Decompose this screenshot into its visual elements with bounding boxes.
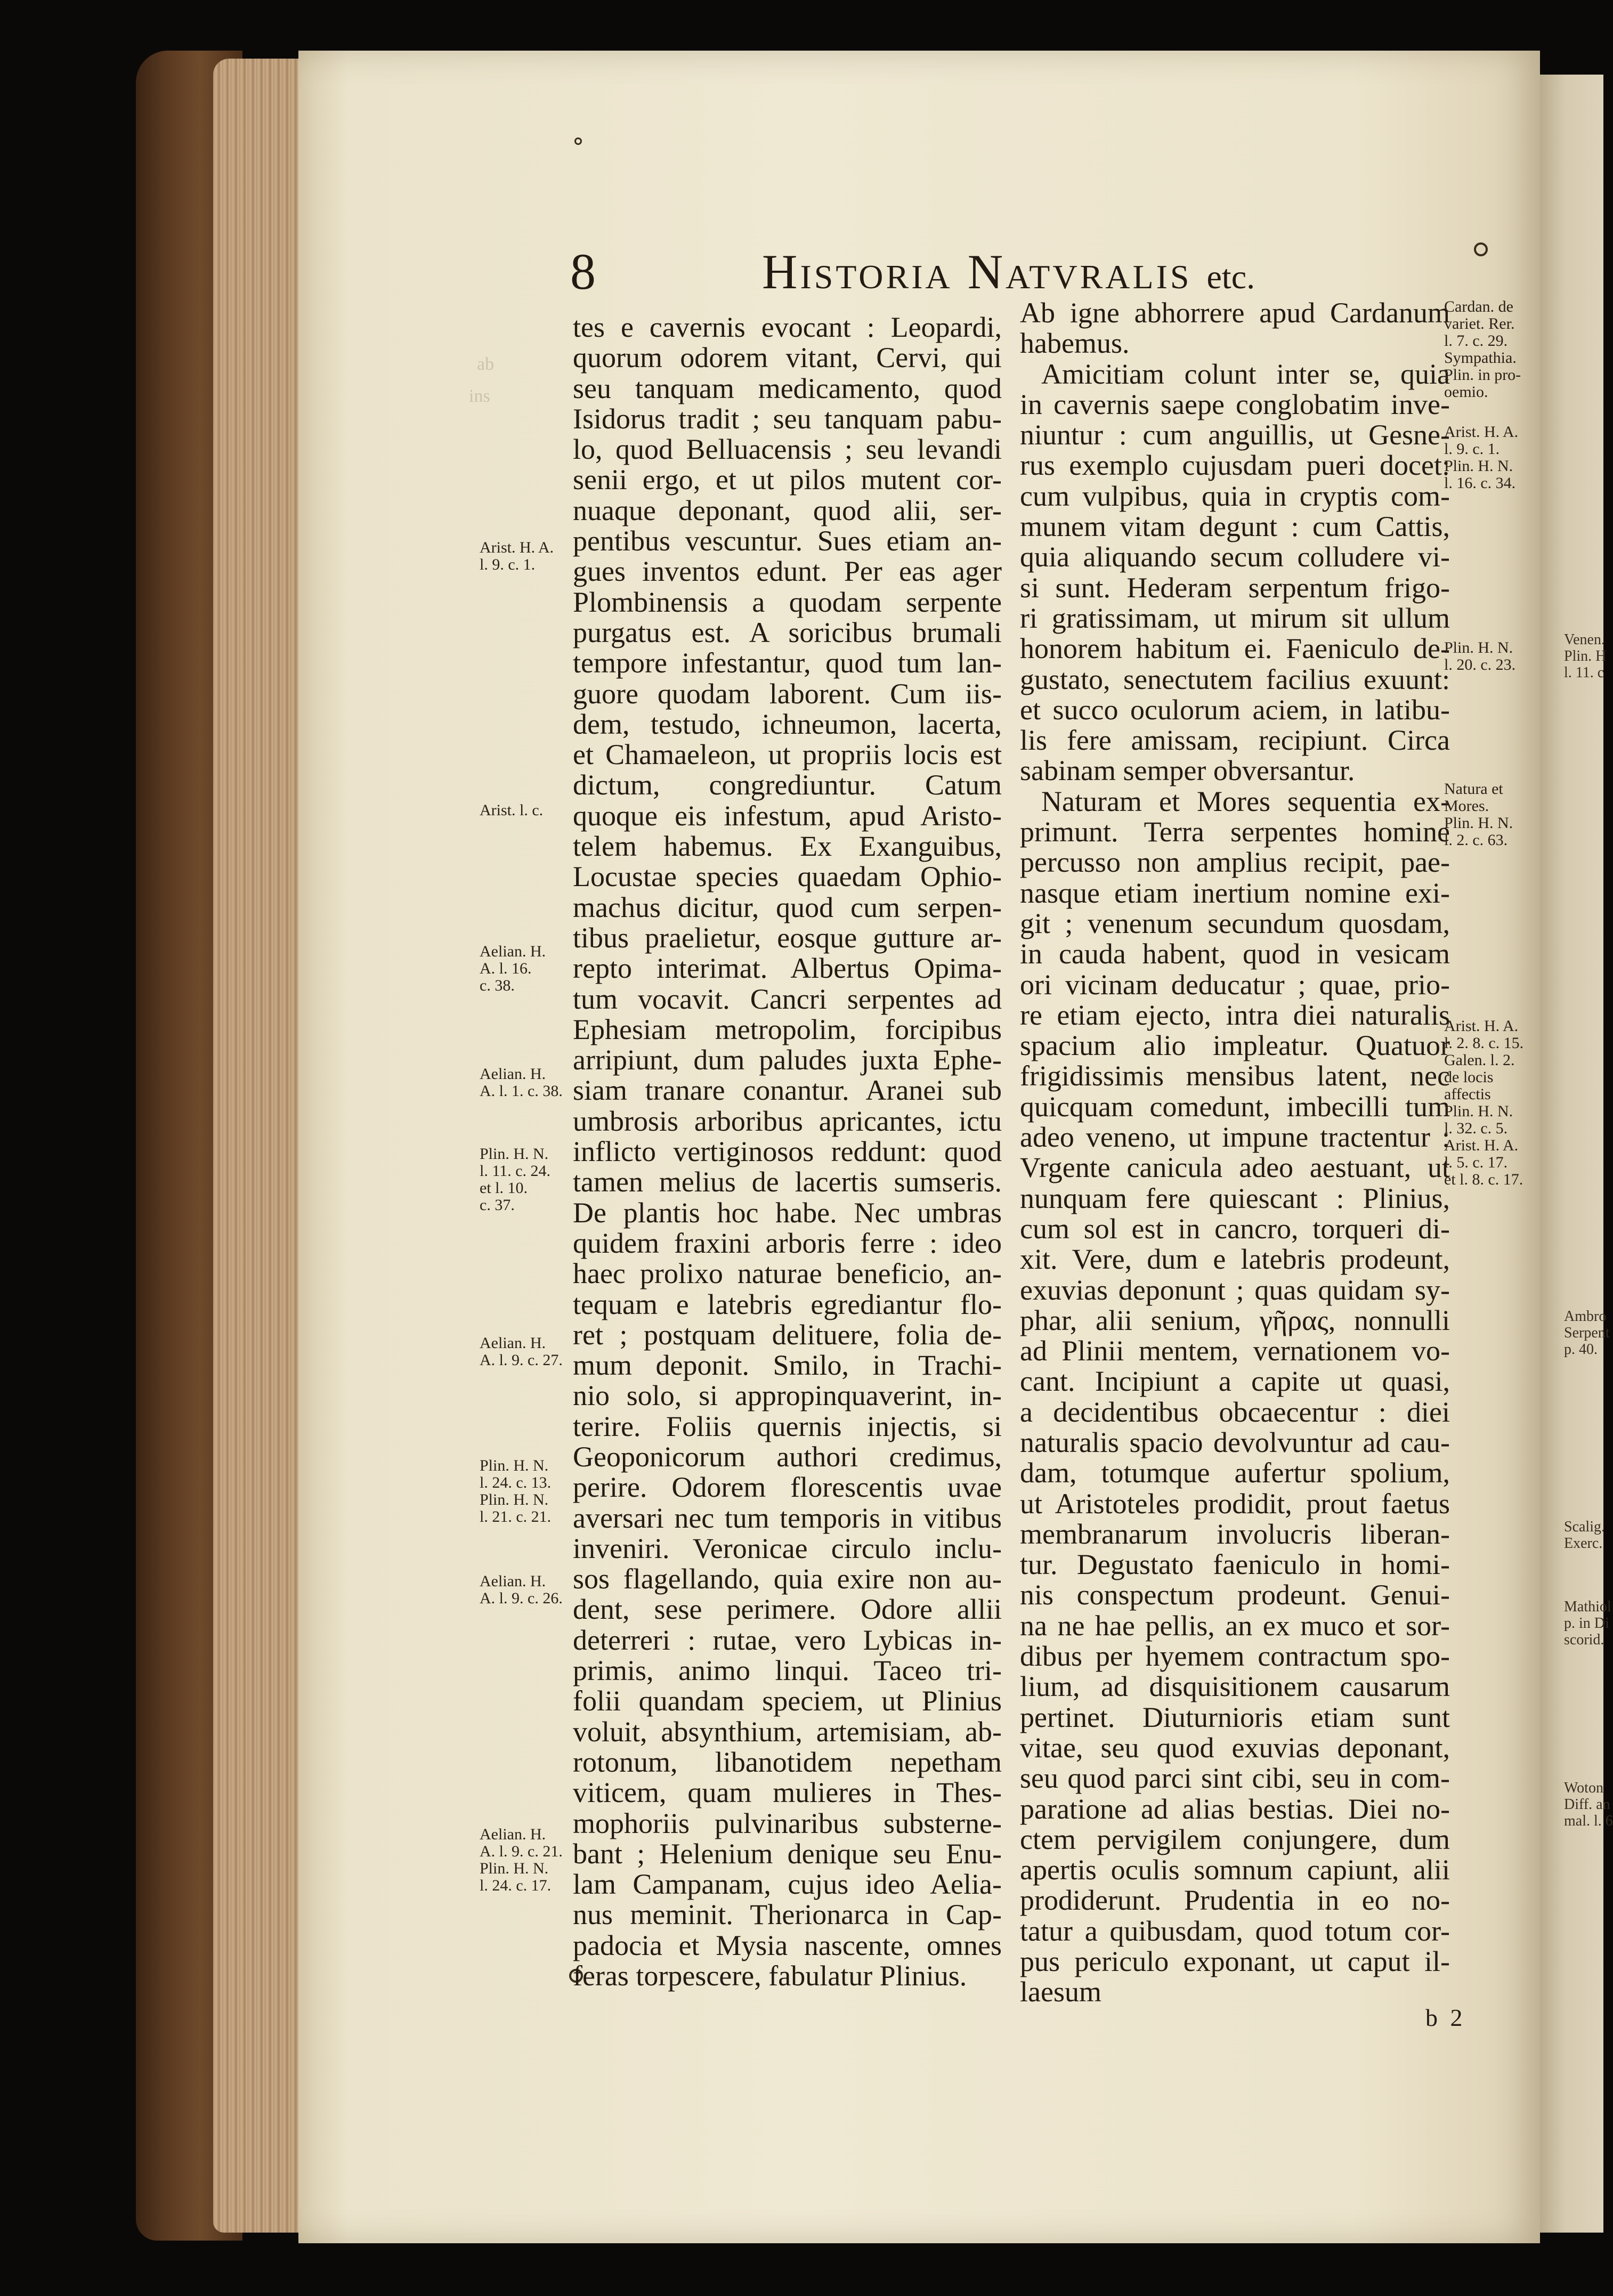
text-line: cum sol est in cancro, torqueri di- — [1020, 1212, 1450, 1245]
margin-note — [480, 539, 554, 573]
text-line: machus dicitur, quod cum serpen- — [573, 891, 1002, 923]
text-line: nasque etiam inertium nomine exi- — [1020, 877, 1450, 909]
text-line: deterreri : rutae, vero Lybicas in- — [573, 1624, 1002, 1656]
margin-note-line: A. l. 1. c. 38. — [480, 1082, 563, 1100]
text-line: ad Plinii mentem, vernationem vo- — [1020, 1335, 1450, 1367]
margin-note-line: variet. Rer. — [1444, 315, 1515, 332]
margin-note — [1444, 298, 1521, 401]
text-line: nuaque deponant, quod alii, ser- — [573, 494, 1002, 526]
margin-note-line: Galen. l. 2. — [1444, 1051, 1515, 1069]
text-line: pus periculo exponant, ut caput il- — [1020, 1945, 1450, 1978]
text-line: lis fere amissam, recipiunt. Circa — [1020, 724, 1450, 757]
text-line: arripiunt, dum paludes juxta Ephe- — [573, 1044, 1002, 1076]
margin-note-line: Aelian. H. — [480, 1065, 546, 1083]
text-line: git ; venenum secundum quosdam, — [1020, 907, 1450, 939]
text-line: frigidissimis mensibus latent, nec — [1020, 1060, 1450, 1092]
text-line: exuvias deponunt ; quas quidam sy- — [1020, 1273, 1450, 1306]
margin-note-line: Plin. in pro- — [1444, 366, 1521, 384]
text-line: quorum odorem vitant, Cervi, qui — [573, 342, 1002, 374]
text-line: et succo oculorum aciem, in latibu- — [1020, 693, 1450, 726]
margin-note-line: l. 11. c. 24. — [480, 1162, 551, 1180]
text-line: lam Campanam, cujus ideo Aelia- — [573, 1868, 1002, 1901]
text-line: tur. Degustato faeniculo in homi- — [1020, 1548, 1450, 1581]
margin-note-line: A. l. 9. c. 21. — [480, 1843, 563, 1860]
facing-page-edge — [1540, 75, 1613, 2233]
ink-dot — [574, 137, 582, 145]
text-line: inveniri. Veronicae circulo inclu- — [573, 1532, 1002, 1564]
margin-note — [480, 1146, 550, 1214]
margin-note — [480, 1457, 551, 1526]
text-line: inflicto vertiginosos reddunt: quod — [573, 1135, 1002, 1168]
margin-note-line: l. 20. c. 23. — [1444, 656, 1516, 674]
text-line: senii ergo, et ut pilos mutent cor- — [573, 464, 1002, 496]
margin-note-line: oemio. — [1444, 383, 1488, 401]
page-number: 8 — [570, 243, 596, 300]
margin-note-line: Ambro — [1564, 1308, 1607, 1325]
margin-note-line: et l. 8. c. 17. — [1444, 1171, 1523, 1188]
margin-note — [1564, 631, 1607, 681]
text-line: prodiderunt. Prudentia in eo no- — [1020, 1884, 1450, 1917]
text-line: si sunt. Hederam serpentum frigo- — [1020, 571, 1450, 604]
text-line: tes e cavernis evocant : Leopardi, — [573, 311, 1002, 343]
text-line: Plombinensis a quodam serpente — [573, 586, 1002, 618]
text-line: guore quodam laborent. Cum iis- — [573, 677, 1002, 710]
margin-note-line: scorid. — [1564, 1632, 1604, 1648]
text-line: apertis oculis somnum capiunt, alii — [1020, 1854, 1450, 1886]
text-line: mum deponit. Smilo, in Trachi- — [573, 1349, 1002, 1382]
margin-note-line: Arist. H. A. — [1444, 423, 1519, 441]
margin-note — [480, 1066, 563, 1100]
margin-note — [480, 943, 546, 994]
margin-note-line: Plin. H. N. — [480, 1145, 549, 1163]
text-line: quidem fraxini arboris ferre : ideo — [573, 1227, 1002, 1259]
text-line: dictum, congrediuntur. Catum — [573, 769, 1002, 801]
text-line: ut Aristoteles prodidit, prout faetus — [1020, 1487, 1450, 1520]
text-line: na ne hae pellis, an ex muco et sor- — [1020, 1609, 1450, 1642]
text-line: Amicitiam colunt inter se, quia — [1041, 358, 1450, 390]
text-line: De plantis hoc habe. Nec umbras — [573, 1196, 1002, 1229]
show-through-text: ab — [477, 354, 495, 374]
margin-note-line: Plin. H. N. — [1444, 457, 1513, 475]
margin-note-line: et l. 10. — [480, 1179, 528, 1197]
margin-note — [1564, 1519, 1603, 1552]
margin-note — [1564, 1308, 1610, 1358]
text-line: perire. Odorem florescentis uvae — [573, 1471, 1002, 1504]
margin-note-line: l. 24. c. 13. — [480, 1474, 552, 1491]
text-line: telem habemus. Ex Exanguibus, — [573, 830, 1002, 863]
text-line: cant. Incipiunt a capite ut quasi, — [1020, 1365, 1450, 1398]
margin-note-line: Plin. H — [1564, 648, 1607, 664]
margin-note — [480, 1573, 563, 1607]
text-line: seu quod parci sint cibi, seu in com- — [1020, 1762, 1450, 1795]
text-line: aversari nec tum temporis in vitibus — [573, 1502, 1002, 1534]
text-line: nio solo, si appropinquaverint, in- — [573, 1380, 1002, 1412]
running-title-text: Historia Natvralis — [762, 245, 1192, 299]
ink-dot — [1474, 242, 1488, 256]
text-line: ori vicinam deducatur ; quae, prio- — [1020, 968, 1450, 1001]
text-line: siam tranare conantur. Aranei sub — [573, 1074, 1002, 1107]
margin-note-line: l. 2. 8. c. 15. — [1444, 1034, 1524, 1052]
text-line: habemus. — [1020, 327, 1130, 360]
text-line: tempore infestantur, quod tum lan- — [573, 647, 1002, 679]
margin-note-line: A. l. 9. c. 27. — [480, 1351, 563, 1369]
margin-note-line: Arist. H. A. — [1444, 1017, 1519, 1035]
text-line: xit. Vere, dum e latebris prodeunt, — [1020, 1243, 1450, 1276]
margin-note-line: Scalig. — [1564, 1519, 1605, 1535]
margin-note-line: Venen. — [1564, 631, 1605, 648]
margin-note-line: l. 16. c. 34. — [1444, 474, 1516, 492]
margin-note-line: l. 7. c. 29. — [1444, 332, 1508, 350]
margin-note-line: Arist. H. A. — [1444, 1137, 1519, 1154]
text-line: Geoponicorum authori credimus, — [573, 1440, 1002, 1473]
text-line: mophoriis pulvinaribus substerne- — [573, 1807, 1002, 1839]
margin-note-line: p. 40. — [1564, 1341, 1598, 1358]
text-line: dem, testudo, ichneumon, lacerta, — [573, 708, 1002, 740]
text-line: ri gratissimam, ut mirum sit ullum — [1020, 602, 1450, 634]
margin-note-line: mal. l. 6 — [1564, 1813, 1613, 1829]
margin-note-line: Arist. H. A. — [480, 539, 554, 556]
text-line: bant ; Helenium denique seu Enu- — [573, 1837, 1002, 1870]
text-line: pertinet. Diuturnioris etiam sunt — [1020, 1701, 1450, 1733]
text-line: membranarum involucris liberan- — [1020, 1518, 1450, 1550]
margin-note-line: l. 21. c. 21. — [480, 1508, 552, 1526]
margin-note-line: Mores. — [1444, 797, 1489, 815]
text-line: tibus praelietur, eosque gutture ar- — [573, 921, 1002, 954]
text-line: nus meminit. Therionarca in Cap- — [573, 1899, 1002, 1931]
text-line: vitae, seu quod exuvias deponant, — [1020, 1731, 1450, 1764]
text-line: umbrosis arboribus apricantes, ictu — [573, 1105, 1002, 1137]
left-text-column — [573, 312, 1002, 1991]
text-line: a decidentibus obcaecentur : diei — [1020, 1396, 1450, 1428]
margin-note-line: A. l. 16. — [480, 960, 532, 977]
text-line: in cavernis saepe conglobatim inve- — [1020, 388, 1450, 420]
margin-note-line: Serpent — [1564, 1325, 1610, 1341]
text-line: voluit, absynthium, artemisiam, ab- — [573, 1715, 1002, 1748]
text-line: honorem habitum ei. Faeniculo de- — [1020, 632, 1450, 665]
margin-note — [1564, 1599, 1611, 1648]
text-line: terire. Foliis quernis injectis, si — [573, 1410, 1002, 1442]
margin-note-line: Mathiol — [1564, 1599, 1611, 1615]
text-line: rus exemplo cujusdam pueri docet: — [1020, 449, 1450, 482]
text-line: folii quandam speciem, ut Plinius — [573, 1685, 1002, 1717]
text-line: dam, totumque aufertur spolium, — [1020, 1457, 1450, 1489]
margin-note-line: Sympathia. — [1444, 349, 1517, 367]
text-line: tatur a quibusdam, quod totum cor- — [1020, 1914, 1450, 1947]
margin-note — [1564, 1780, 1613, 1829]
right-text-column — [1020, 298, 1450, 2008]
text-line: dent, sese perimere. Odore allii — [573, 1593, 1002, 1626]
margin-note — [480, 802, 543, 819]
margin-note-line: l. 9. c. 1. — [1444, 440, 1500, 458]
text-line: lo, quod Belluacensis ; seu levandi — [573, 433, 1002, 466]
text-line: lium, ad disquisitionem causarum — [1020, 1670, 1450, 1703]
text-line: repto interimat. Albertus Opima- — [573, 952, 1002, 985]
text-line: sabinam semper obversantur. — [1020, 754, 1355, 787]
text-line: re etiam ejecto, intra diei naturalis — [1020, 999, 1450, 1031]
margin-note-line: Aelian. H. — [480, 1826, 546, 1843]
text-line: Isidorus tradit ; seu tanquam pabu- — [573, 402, 1002, 435]
text-line: Locustae species quaedam Ophio- — [573, 861, 1002, 893]
margin-note — [1444, 781, 1513, 849]
text-line: quicquam comedunt, imbecilli tum — [1020, 1090, 1450, 1123]
margin-note-line: Plin. H. N. — [480, 1457, 549, 1474]
text-line: pentibus vescuntur. Sues etiam an- — [573, 525, 1002, 557]
text-line: gustato, senectutem facilius exuunt: — [1020, 663, 1450, 695]
text-line: spacium alio impleatur. Quatuor — [1020, 1029, 1450, 1062]
text-line: phar, alii senium, γῆρας, nonnulli — [1020, 1304, 1450, 1336]
margin-note-line: l. 2. c. 63. — [1444, 831, 1508, 849]
margin-note-line: Plin. H. N. — [1444, 1102, 1513, 1120]
margin-note-line: Aelian. H. — [480, 1334, 546, 1352]
text-line: sos flagellando, quia exire non au- — [573, 1563, 1002, 1595]
text-line: naturalis spacio devolvuntur ad cau- — [1020, 1426, 1450, 1458]
margin-note-line: Plin. H. N. — [1444, 639, 1513, 656]
text-line: haec prolixo naturae beneficio, an- — [573, 1257, 1002, 1290]
text-line: quoque eis infestum, apud Aristo- — [573, 799, 1002, 832]
margin-note-line: affectis — [1444, 1085, 1491, 1103]
page-block-edge — [213, 59, 301, 2233]
text-line: munem vitam degunt : cum Cattis, — [1020, 510, 1450, 543]
margin-note-line: l. 32. c. 5. — [1444, 1119, 1508, 1137]
margin-note — [480, 1826, 563, 1894]
text-line: in cauda habent, quod in vesicam — [1020, 938, 1450, 970]
text-line: laesum — [1020, 1976, 1101, 2008]
margin-note-line: Woton — [1564, 1780, 1603, 1796]
text-line: nunquam fere quiescant : Plinius, — [1020, 1182, 1450, 1214]
text-line: tum vocavit. Cancri serpentes ad — [573, 983, 1002, 1015]
margin-note-line: p. in Di — [1564, 1615, 1609, 1632]
signature-mark: b 2 — [1425, 2004, 1466, 2031]
margin-note-line: c. 38. — [480, 977, 515, 994]
margin-note-line: Plin. H. N. — [1444, 814, 1513, 832]
margin-note-line: l. 24. c. 17. — [480, 1877, 552, 1894]
text-line: primis, animo linqui. Taceo tri- — [573, 1654, 1002, 1687]
margin-note — [480, 1335, 563, 1369]
text-line: Vrgente canicula adeo aestuant, ut — [1020, 1151, 1450, 1184]
text-line: quia aliquando secum colludere vi- — [1020, 541, 1450, 573]
text-line: tamen melius de lacertis sumseris. — [573, 1166, 1002, 1198]
text-line: et Chamaeleon, ut propriis locis est — [573, 739, 1002, 771]
text-line: viticem, quam mulieres in Thes- — [573, 1776, 1002, 1809]
margin-note-line: Aelian. H. — [480, 1572, 546, 1590]
margin-note-line: l. 9. c. 1. — [480, 556, 536, 573]
text-line: seu tanquam medicamento, quod — [573, 372, 1002, 404]
margin-note-line: A. l. 9. c. 26. — [480, 1589, 563, 1607]
margin-note-line: c. 37. — [480, 1196, 515, 1214]
text-line: tequam e latebris egrediantur flo- — [573, 1288, 1002, 1320]
margin-note-line: Plin. H. N. — [480, 1491, 549, 1508]
text-line: percusso non amplius recipit, pae- — [1020, 846, 1450, 879]
margin-note-line: Arist. l. c. — [480, 801, 544, 819]
text-line: gues inventos edunt. Per eas ager — [573, 555, 1002, 588]
margin-note-line: Plin. H. N. — [480, 1860, 549, 1877]
margin-note — [1444, 639, 1515, 674]
text-line: ret ; postquam delituere, folia de- — [573, 1318, 1002, 1351]
text-line: padocia et Mysia nascente, omnes — [573, 1929, 1002, 1961]
text-line: primunt. Terra serpentes homine — [1020, 816, 1450, 848]
margin-note — [1444, 424, 1518, 492]
text-line: dibus per hyemem contractum spo- — [1020, 1640, 1450, 1673]
text-line: nis conspectum prodeunt. Genui- — [1020, 1579, 1450, 1611]
text-line: Ephesiam metropolim, forcipibus — [573, 1013, 1002, 1045]
text-line: rotonum, libanotidem nepetham — [573, 1746, 1002, 1778]
margin-note-line: Cardan. de — [1444, 298, 1513, 315]
margin-note — [1444, 1018, 1523, 1188]
margin-note-line: Exerc. — [1564, 1535, 1603, 1552]
text-line: feras torpescere, fabulatur Plinius. — [573, 1960, 967, 1992]
margin-note-line: l. 11. c — [1564, 664, 1604, 681]
text-line: adeo veneno, ut impune tractentur : — [1020, 1121, 1450, 1154]
margin-note-line: de locis — [1444, 1068, 1494, 1086]
text-line: paratione ad alias bestias. Diei no- — [1020, 1792, 1450, 1825]
text-line: purgatus est. A soricibus brumali — [573, 616, 1002, 648]
text-line: ctem pervigilem conjungere, dum — [1020, 1823, 1450, 1855]
text-line: cum vulpibus, quia in cryptis com- — [1020, 480, 1450, 512]
margin-note-line: l. 5. c. 17. — [1444, 1154, 1508, 1171]
show-through-text: ins — [469, 386, 490, 406]
text-line: niuntur : cum anguillis, ut Gesne- — [1020, 419, 1450, 451]
text-line: Ab igne abhorrere apud Cardanum — [1020, 297, 1450, 329]
margin-note-line: Aelian. H. — [480, 943, 546, 960]
margin-note-line: Diff. an — [1564, 1796, 1610, 1813]
margin-note-line: Natura et — [1444, 780, 1503, 798]
running-title-suffix: etc. — [1206, 258, 1255, 296]
text-line: Naturam et Mores sequentia ex- — [1041, 785, 1450, 817]
